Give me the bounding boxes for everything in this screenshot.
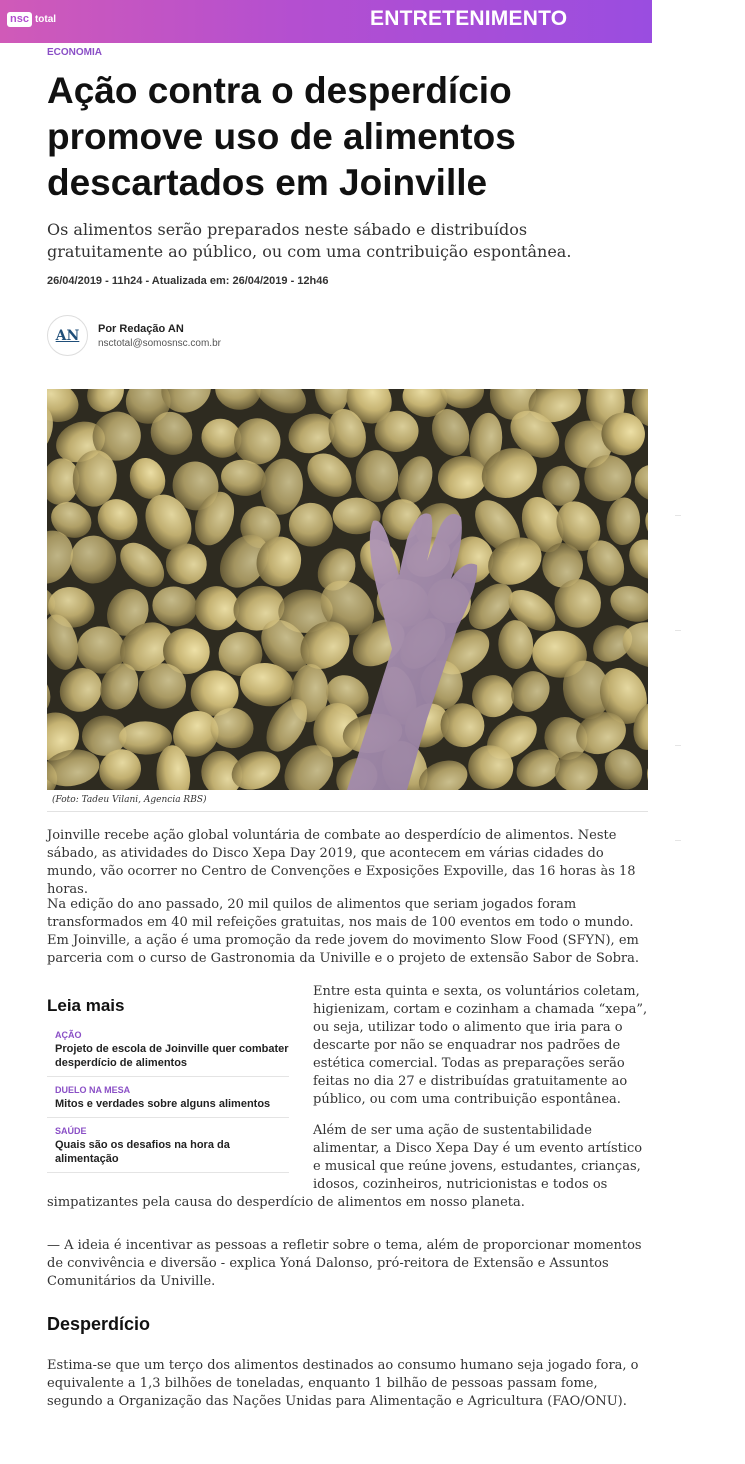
photo-caption: [52, 795, 207, 805]
leia-mais-tag: DUELO NA MESA: [55, 1085, 131, 1095]
section-subheading: Desperdício: [47, 1314, 151, 1334]
leia-mais-link[interactable]: Quais são os desafios na hora da alimentação: [55, 1139, 230, 1165]
body-paragraph-4: Além de ser uma ação de sustentabilidade alimentar, a Disco Xepa Day é um evento artístico e musical que reúne jovens, estudantes, crianças, idosos, cozinheiros, nutricionistas e todos os: [313, 1123, 643, 1192]
leia-mais-title: Leia mais: [47, 996, 125, 1015]
body-paragraph-3: Entre esta quinta e sexta, os voluntários coletam, higienizam, cortam e cozinham a chamada “xepa”, ou seja, utilizar todo o alimento que iria para o descarte por não se enquadrar nos padrões de estética comercial. Todas as preparações serão feitas no dia 27 e distribuídas gratuitamente ao público, ou com uma contribuição espontânea.: [313, 984, 648, 1107]
leia-mais-item[interactable]: [47, 1026, 289, 1077]
side-divider: [675, 630, 681, 631]
author-block: [47, 315, 221, 356]
leia-mais-tag: SAÚDE: [55, 1126, 87, 1136]
side-divider: [675, 515, 681, 516]
logo-text: total: [34, 14, 57, 25]
author-name: Por Redação AN: [98, 322, 184, 335]
leia-mais-item[interactable]: [47, 1122, 289, 1173]
article-photo: [47, 389, 648, 790]
caption-credit: Tadeu Vilani, Agencia RBS: [81, 795, 203, 805]
author-email[interactable]: nsctotal@somosnsc.com.br: [98, 337, 221, 349]
leia-mais-link[interactable]: Mitos e verdades sobre alguns alimentos: [55, 1098, 271, 1110]
leia-mais-box: [47, 996, 289, 1173]
author-info: [98, 323, 221, 349]
body-paragraph-6: Estima-se que um terço dos alimentos destinados ao consumo humano seja jogado fora, o equivalente a 1,3 bilhões de toneladas, enquanto 1 bilhão de pessoas passam fome, segundo a Organização das Nações Unidas para Alimentação e Agricultura (FAO/ONU).: [47, 1358, 639, 1409]
author-avatar[interactable]: AN: [47, 315, 88, 356]
leia-mais-item[interactable]: [47, 1081, 289, 1118]
leia-mais-link[interactable]: Projeto de escola de Joinville quer combater desperdício de alimentos: [55, 1043, 289, 1069]
caption-suffix: ): [202, 795, 207, 805]
quote-paragraph: — A ideia é incentivar as pessoas a refletir sobre o tema, além de proporcionar momentos de convivência e diversão - explica Yoná Dalonso, pró-reitora de Extensão e Assuntos Comunitários da Univille.: [47, 1238, 642, 1289]
side-divider: [675, 745, 681, 746]
article-kicker[interactable]: ECONOMIA: [47, 47, 102, 58]
side-divider: [675, 840, 681, 841]
logo-box: nsc: [7, 12, 32, 27]
section-title[interactable]: ENTRETENIMENTO: [370, 7, 568, 30]
caption-divider: [47, 811, 648, 812]
article-title: Ação contra o desperdício promove uso de alimentos descartados em Joinville: [47, 70, 516, 203]
leia-mais-tag: AÇÃO: [55, 1030, 82, 1040]
article-dateline: 26/04/2019 - 11h24 - Atualizada em: 26/04/2019 - 12h46: [47, 275, 329, 287]
nsc-total-logo[interactable]: [7, 12, 56, 27]
potatoes-hand-image: [47, 389, 648, 790]
body-paragraph-1: Joinville recebe ação global voluntária de combate ao desperdício de alimentos. Neste sábado, as atividades do Disco Xepa Day 2019, que acontecem em várias cidades do mundo, vão ocorrer no Centro de Convenções e Exposições Expoville, das 16 horas às 18 horas.: [47, 828, 636, 897]
body-paragraph-2: Na edição do ano passado, 20 mil quilos de alimentos que seriam jogados foram transformados em 40 mil refeições gratuitas, nos mais de 100 eventos em todo o mundo. Em Joinville, a ação é uma promoção da rede jovem do movimento Slow Food (SFYN), em parceria com o curso de Gastronomia da Univille e o projeto de extensão Sabor de Sobra.: [47, 897, 640, 966]
article-subtitle: Os alimentos serão preparados neste sábado e distribuídos gratuitamente ao público, ou com uma contribuição espontânea.: [47, 220, 572, 261]
body-paragraph-4-continued: simpatizantes pela causa do desperdício de alimentos em nosso planeta.: [47, 1195, 525, 1210]
caption-prefix: (Foto:: [52, 795, 82, 805]
top-header-bar: [0, 0, 652, 43]
